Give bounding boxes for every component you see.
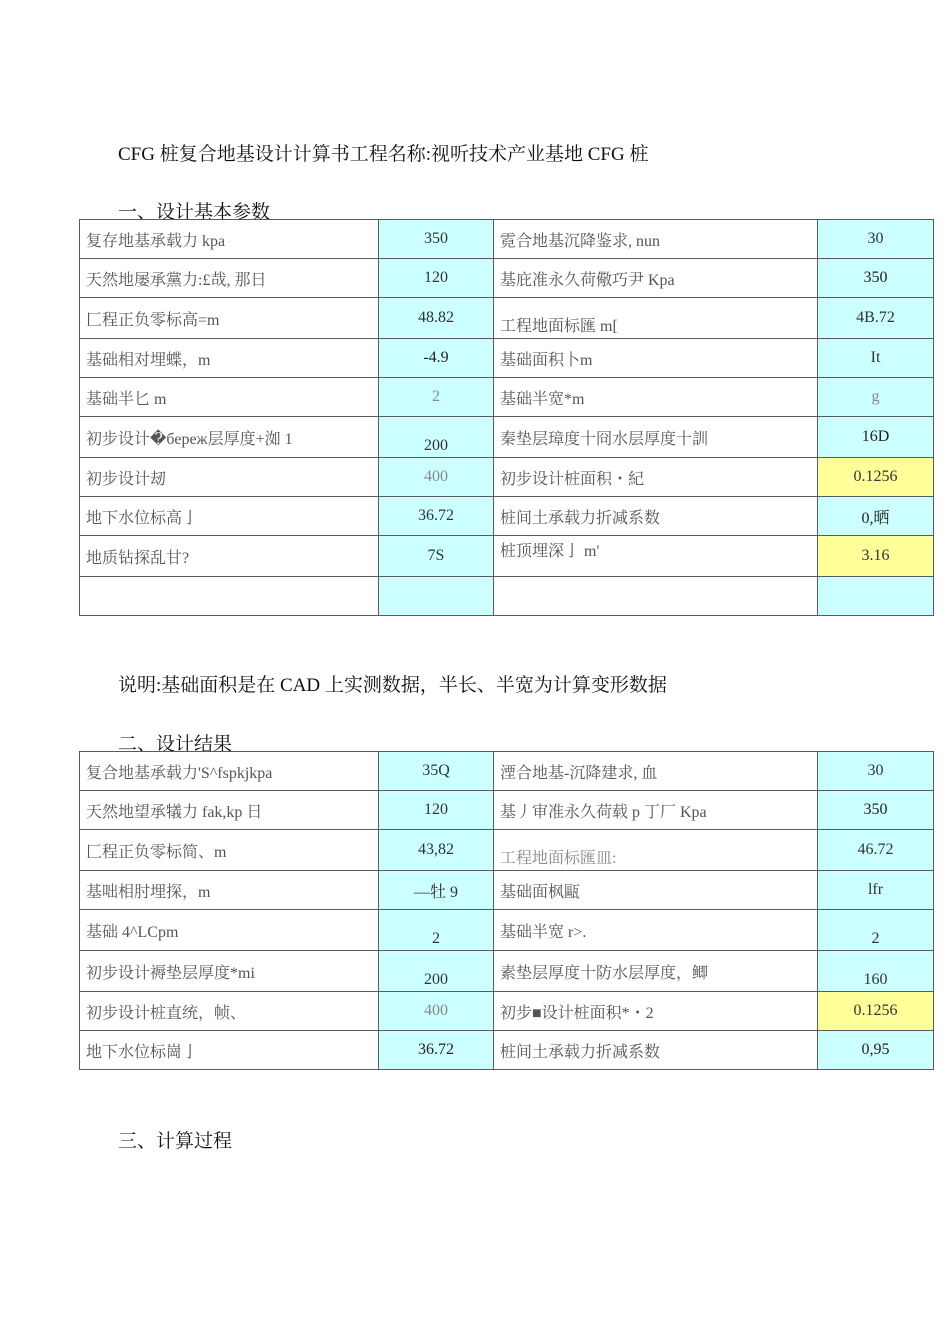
parameter-value: 48.82 bbox=[379, 298, 494, 339]
table-row bbox=[80, 910, 934, 951]
table-row bbox=[80, 871, 934, 910]
empty-cell bbox=[494, 577, 818, 616]
result-label: 湮合地基-沉降建求, 血 bbox=[494, 752, 818, 791]
parameter-label: 基础相对埋蝶，m bbox=[80, 339, 379, 378]
table-row bbox=[80, 1031, 934, 1070]
result-value-highlighted: 0.1256 bbox=[818, 992, 934, 1031]
result-label: 地下水位标崗亅 bbox=[80, 1031, 379, 1070]
table-row bbox=[80, 259, 934, 298]
empty-value-cell bbox=[379, 577, 494, 616]
parameter-label: 地质钻探乱甘? bbox=[80, 536, 379, 577]
parameter-value: It bbox=[818, 339, 934, 378]
parameter-value: 4B.72 bbox=[818, 298, 934, 339]
table-row bbox=[80, 830, 934, 871]
parameter-value: -4.9 bbox=[379, 339, 494, 378]
table-row bbox=[80, 752, 934, 791]
result-value: 2 bbox=[379, 910, 494, 951]
parameter-value: 36.72 bbox=[379, 497, 494, 536]
table-row bbox=[80, 339, 934, 378]
parameter-label: 基础半匕 m bbox=[80, 378, 379, 417]
result-label: 基丿审准永久荷载 p 丁厂 Kpa bbox=[494, 791, 818, 830]
parameter-label: 秦垫层璋度十冏水层厚度十訓 bbox=[494, 417, 818, 458]
result-label: 初步■设计桩面积*・2 bbox=[494, 992, 818, 1031]
result-value: 43,82 bbox=[379, 830, 494, 871]
table-row bbox=[80, 220, 934, 259]
parameter-label: 匚程正负零标高=m bbox=[80, 298, 379, 339]
parameter-value: 7S bbox=[379, 536, 494, 577]
result-label: 初步设计褥垫层厚度*mi bbox=[80, 951, 379, 992]
result-label: 初步设计桩直统，帧、 bbox=[80, 992, 379, 1031]
parameter-label: 基庇准永久荷儆巧尹 Kpa bbox=[494, 259, 818, 298]
section-heading-calculation: 三、计算过程 bbox=[118, 1131, 233, 1152]
result-label: 基础 4^LCpm bbox=[80, 910, 379, 951]
parameter-value-highlighted: 3.16 bbox=[818, 536, 934, 577]
result-value: 160 bbox=[818, 951, 934, 992]
result-label: 基础半宽 r>. bbox=[494, 910, 818, 951]
table-row bbox=[80, 458, 934, 497]
parameter-value: 350 bbox=[818, 259, 934, 298]
result-value: 46.72 bbox=[818, 830, 934, 871]
parameter-label: 复存地基承载力 kpa bbox=[80, 220, 379, 259]
result-value: 350 bbox=[818, 791, 934, 830]
empty-cell bbox=[80, 577, 379, 616]
page-title: CFG 桩复合地基设计计算书工程名称:视听技术产业基地 CFG 桩 bbox=[118, 144, 649, 165]
design-parameters-table bbox=[79, 219, 934, 616]
result-label: 素垫层厚度十防水层厚度，鲫 bbox=[494, 951, 818, 992]
table-row-empty bbox=[80, 577, 934, 616]
result-label: 基础面枫甌 bbox=[494, 871, 818, 910]
note-text: 说明:基础面积是在 CAD 上实测数据，半长、半宽为计算变形数据 bbox=[118, 675, 667, 696]
result-label: 工程地面标匯皿: bbox=[494, 830, 818, 871]
parameter-value: 350 bbox=[379, 220, 494, 259]
section-heading-results: 二、设计结果 bbox=[118, 734, 233, 755]
parameter-value: 30 bbox=[818, 220, 934, 259]
result-label: 匚程正负零标简、m bbox=[80, 830, 379, 871]
parameter-value: 120 bbox=[379, 259, 494, 298]
result-label: 桩间土承载力折减系数 bbox=[494, 1031, 818, 1070]
result-value: 120 bbox=[379, 791, 494, 830]
parameter-label: 初步设计�береж层厚度+洳 1 bbox=[80, 417, 379, 458]
parameter-label: 初步设计刼 bbox=[80, 458, 379, 497]
result-label: 天然地望承犠力 fak,kp 日 bbox=[80, 791, 379, 830]
result-value: 36.72 bbox=[379, 1031, 494, 1070]
result-label: 基咄相肘埋探，m bbox=[80, 871, 379, 910]
result-value: lfr bbox=[818, 871, 934, 910]
parameter-value: g bbox=[818, 378, 934, 417]
parameter-value: 400 bbox=[379, 458, 494, 497]
result-value: 30 bbox=[818, 752, 934, 791]
parameter-value: 16D bbox=[818, 417, 934, 458]
result-value: —牡 9 bbox=[379, 871, 494, 910]
parameter-label: 基础面积卜m bbox=[494, 339, 818, 378]
result-value: 2 bbox=[818, 910, 934, 951]
table-row bbox=[80, 298, 934, 339]
parameter-label: 天然地屡承黨力:£哉, 那日 bbox=[80, 259, 379, 298]
table-row bbox=[80, 378, 934, 417]
parameter-value: 200 bbox=[379, 417, 494, 458]
result-value: 35Q bbox=[379, 752, 494, 791]
result-label: 复合地基承载力'S^fspkjkpa bbox=[80, 752, 379, 791]
parameter-label: 初步设计桩面积・紀 bbox=[494, 458, 818, 497]
table-row bbox=[80, 992, 934, 1031]
section-heading-parameters: 一、设计基本参数 bbox=[118, 202, 271, 223]
empty-value-cell bbox=[818, 577, 934, 616]
table-row bbox=[80, 791, 934, 830]
table-row bbox=[80, 497, 934, 536]
parameter-label: 霓合地基沉降鉴求, nun bbox=[494, 220, 818, 259]
parameter-label: 基础半宽*m bbox=[494, 378, 818, 417]
parameter-value-highlighted: 0.1256 bbox=[818, 458, 934, 497]
table-row bbox=[80, 536, 934, 577]
result-value: 200 bbox=[379, 951, 494, 992]
parameter-label: 工程地面标匯 m[ bbox=[494, 298, 818, 339]
parameter-label: 地下水位标高亅 bbox=[80, 497, 379, 536]
design-results-table bbox=[79, 751, 934, 1070]
parameter-value: 0,晒 bbox=[818, 497, 934, 536]
table-row bbox=[80, 951, 934, 992]
parameter-label: 桩间土承载力折减系数 bbox=[494, 497, 818, 536]
table-row bbox=[80, 417, 934, 458]
parameter-label: 桩顶埋深亅 m' bbox=[494, 536, 818, 577]
result-value: 0,95 bbox=[818, 1031, 934, 1070]
result-value: 400 bbox=[379, 992, 494, 1031]
parameter-value: 2 bbox=[379, 378, 494, 417]
